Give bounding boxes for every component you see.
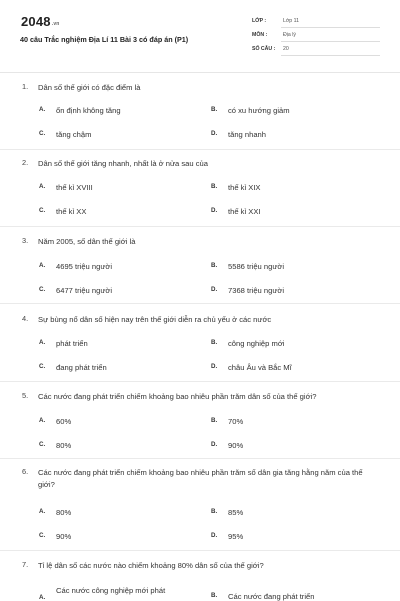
question-number: 4.: [22, 314, 29, 323]
question-divider: [0, 303, 400, 304]
question-text: Các nước đang phát triển chiếm khoảng bao nhiêu phần trăm dân số của thế giới?: [38, 392, 317, 401]
option-letter: C.: [39, 532, 46, 539]
option-text: 80%: [56, 441, 72, 450]
option-text: 4695 triệu người: [56, 262, 113, 271]
meta-label: MÔN :: [252, 32, 268, 38]
option-text: 7368 triệu người: [228, 286, 285, 295]
question-number: 7.: [22, 560, 29, 569]
option-letter: C.: [39, 363, 46, 370]
option-letter: B.: [211, 508, 218, 515]
option-text: thế kỉ XIX: [228, 183, 261, 192]
option-letter: D.: [211, 130, 218, 137]
option-text: châu Âu và Bắc Mĩ: [228, 363, 292, 372]
question-number: 6.: [22, 467, 29, 476]
question-divider: [0, 550, 400, 551]
option-text: 60%: [56, 417, 72, 426]
question-divider: [0, 381, 400, 382]
option-letter: B.: [211, 339, 218, 346]
option-letter: A.: [39, 262, 46, 269]
option-letter: A.: [39, 183, 46, 190]
meta-value: Địa lý: [283, 32, 296, 38]
option-text: đang phát triển: [56, 363, 107, 372]
option-text: thế kỉ XVIII: [56, 183, 93, 192]
option-text: 80%: [56, 508, 72, 517]
option-text: tăng nhanh: [228, 130, 267, 139]
logo-text: 2048: [21, 14, 51, 29]
question-divider: [0, 458, 400, 459]
option-letter: A.: [39, 508, 46, 515]
option-text: Các nước đang phát triển: [228, 592, 315, 601]
option-letter: A.: [39, 106, 46, 113]
option-letter: B.: [211, 183, 218, 190]
option-text: công nghiệp mới: [228, 339, 285, 348]
question-divider: [0, 226, 400, 227]
option-text: 85%: [228, 508, 244, 517]
option-letter: C.: [39, 207, 46, 214]
option-letter: D.: [211, 532, 218, 539]
question-text: Sự bùng nổ dân số hiện nay trên thế giới diễn ra chủ yếu ở các nước: [38, 315, 272, 324]
option-letter: C.: [39, 130, 46, 137]
option-text: phát triển: [56, 339, 88, 348]
question-divider: [0, 149, 400, 150]
meta-value: Lớp 11: [283, 18, 299, 24]
option-letter: B.: [211, 592, 218, 599]
option-text: 5586 triệu người: [228, 262, 285, 271]
meta-underline: [281, 41, 380, 42]
option-letter: D.: [211, 441, 218, 448]
option-text: 70%: [228, 417, 244, 426]
question-text: Các nước đang phát triển chiếm khoảng bao nhiêu phần trăm số dân gia tăng hằng năm của thế giới?: [38, 468, 363, 489]
option-text: tăng chậm: [56, 130, 92, 139]
question-number: 1.: [22, 82, 29, 91]
quiz-title: 40 câu Trắc nghiệm Địa Lí 11 Bài 3 có đáp án (P1): [20, 35, 189, 44]
meta-underline: [281, 27, 380, 28]
question-text: Tỉ lệ dân số các nước nào chiếm khoảng 80% dân số của thế giới?: [38, 561, 264, 570]
logo-suffix: .vn: [51, 21, 60, 27]
option-text: 90%: [56, 532, 72, 541]
option-text: 95%: [228, 532, 244, 541]
site-logo[interactable]: [21, 14, 60, 29]
option-letter: B.: [211, 106, 218, 113]
question-text: Năm 2005, số dân thế giới là: [38, 237, 136, 246]
option-text: 90%: [228, 441, 244, 450]
meta-label: SỐ CÂU :: [252, 46, 276, 52]
option-letter: A.: [39, 594, 46, 601]
question-text: Dân số thế giới tăng nhanh, nhất là ở nửa sau của: [38, 159, 208, 168]
option-letter: D.: [211, 363, 218, 370]
option-letter: C.: [39, 286, 46, 293]
option-letter: B.: [211, 262, 218, 269]
question-number: 2.: [22, 158, 29, 167]
option-text: thế kỉ XXI: [228, 207, 261, 216]
header-divider: [0, 72, 400, 73]
option-letter: C.: [39, 441, 46, 448]
option-letter: A.: [39, 339, 46, 346]
option-letter: A.: [39, 417, 46, 424]
question-number: 3.: [22, 236, 29, 245]
option-text: có xu hướng giảm: [228, 106, 290, 115]
meta-value: 20: [283, 46, 289, 52]
option-text: 6477 triệu người: [56, 286, 113, 295]
meta-label: LỚP :: [252, 18, 267, 24]
question-number: 5.: [22, 391, 29, 400]
option-letter: D.: [211, 207, 218, 214]
option-text: thế kỉ XX: [56, 207, 87, 216]
option-letter: D.: [211, 286, 218, 293]
meta-underline: [281, 55, 380, 56]
question-text: Dân số thế giới có đặc điểm là: [38, 83, 141, 92]
page-header: [0, 0, 400, 72]
option-letter: B.: [211, 417, 218, 424]
option-text: Các nước công nghiệp mới phát: [56, 586, 166, 595]
option-text: ổn định không tăng: [56, 106, 121, 115]
